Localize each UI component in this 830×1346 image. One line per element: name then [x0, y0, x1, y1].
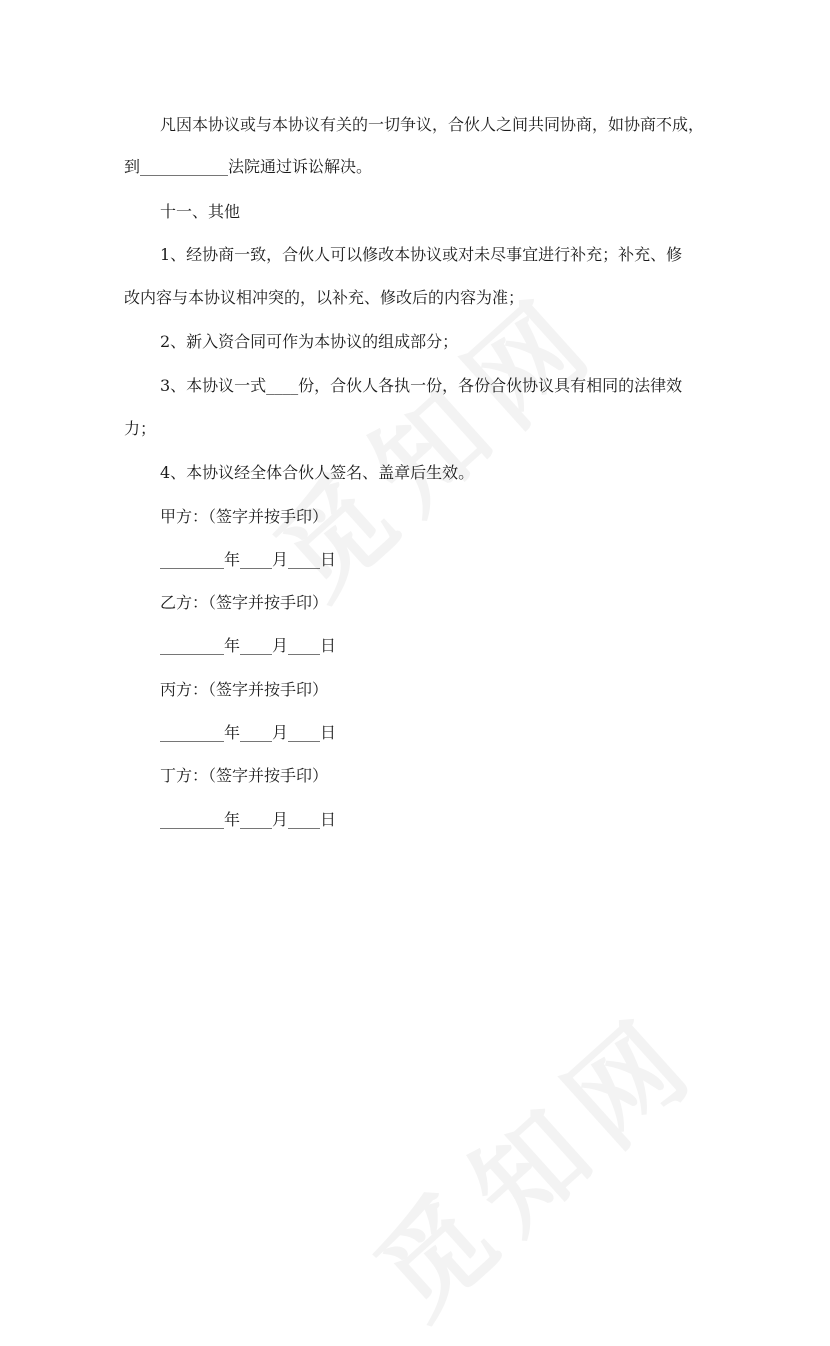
paragraph-line: 4、本协议经全体合伙人签名、盖章后生效。 [160, 463, 475, 482]
watermark [336, 972, 727, 1346]
paragraph-line: 改内容与本协议相冲突的，以补充、修改后的内容为准； [124, 288, 525, 307]
signature-date-a: ________年____月____日 [160, 550, 337, 569]
paragraph-line: 力； [124, 419, 157, 438]
paragraph-line: 2、新入资合同可作为本协议的组成部分； [160, 332, 459, 351]
signature-party-c: 丙方：（签字并按手印） [160, 680, 329, 699]
section-heading: 十一、其他 [160, 202, 241, 221]
signature-date-c: ________年____月____日 [160, 723, 337, 742]
signature-date-b: ________年____月____日 [160, 636, 337, 655]
signature-party-d: 丁方：（签字并按手印） [160, 766, 329, 785]
paragraph-line: 1、经协商一致，合伙人可以修改本协议或对未尽事宜进行补充；补充、修 [160, 245, 683, 264]
paragraph-line: 到___________法院通过诉讼解决。 [124, 157, 373, 176]
paragraph-line: 凡因本协议或与本协议有关的一切争议，合伙人之间共同协商，如协商不成， [160, 115, 705, 134]
signature-party-b: 乙方：（签字并按手印） [160, 593, 329, 612]
signature-date-d: ________年____月____日 [160, 810, 337, 829]
signature-party-a: 甲方：（签字并按手印） [160, 507, 329, 526]
paragraph-line: 3、本协议一式____份，合伙人各执一份，各份合伙协议具有相同的法律效 [160, 376, 683, 395]
